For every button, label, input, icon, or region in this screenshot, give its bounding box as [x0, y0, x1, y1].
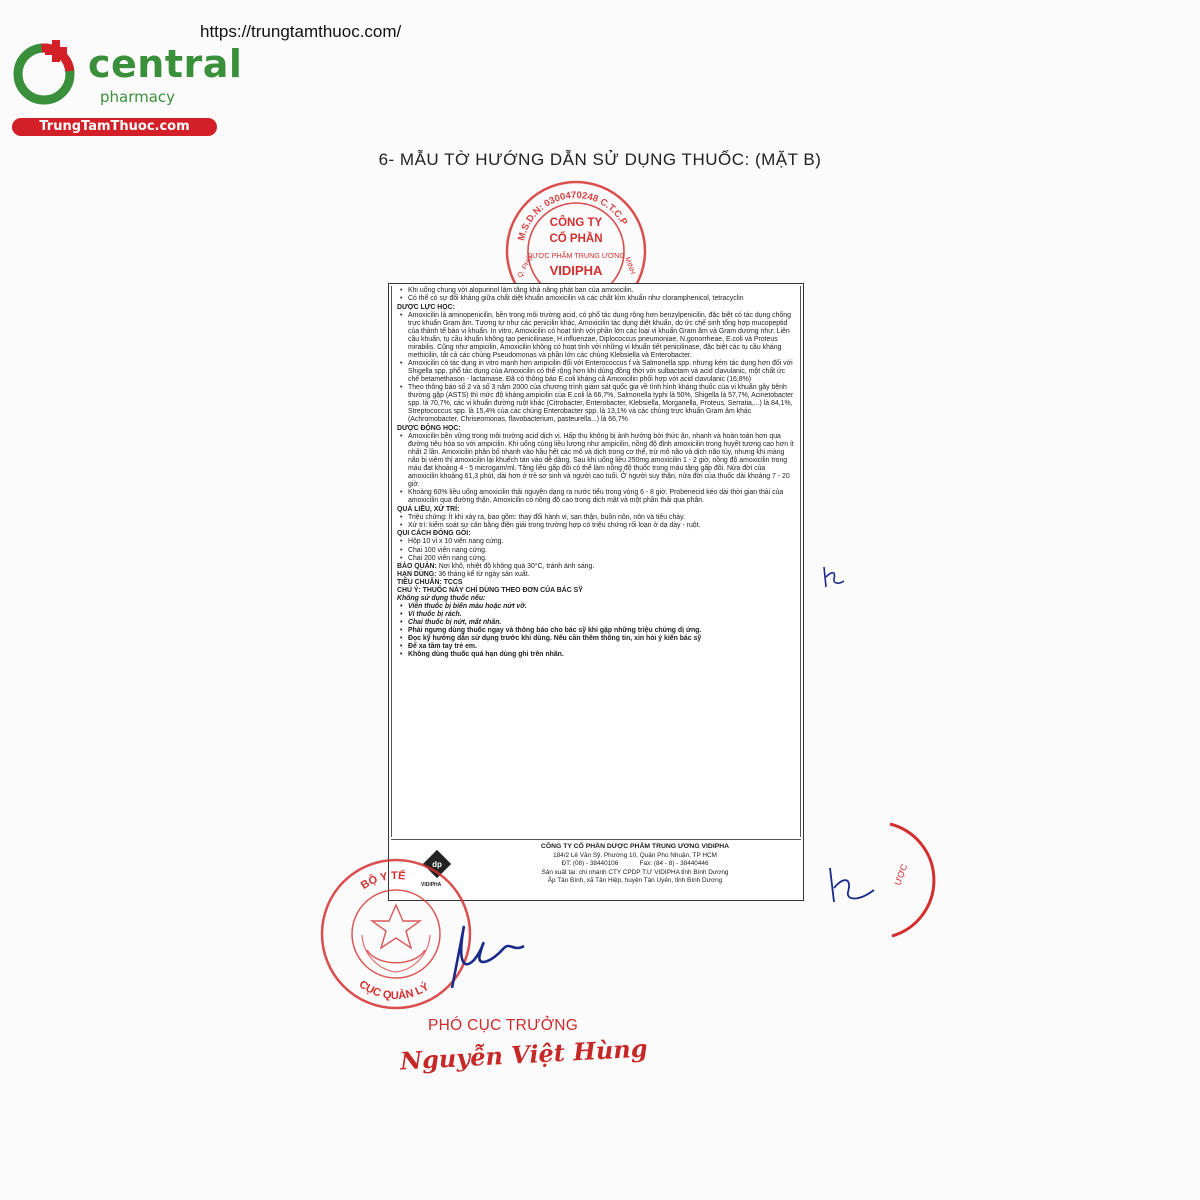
list-item: • Phải ngưng dùng thuốc ngay và thông báo cho bác sỹ khi gặp những triệu chứng dị ứng.: [397, 627, 794, 635]
list-item: • Khi uống chung với alopurinol làm tăng khả năng phát ban của amoxicilin.: [397, 287, 794, 295]
list-item: • Amoxicilin là aminopenicilin, bền trong môi trường acid, có phổ tác dụng rộng hơn benzylpenicilin, đặc biệt có tác dụng chống trực khuẩn Gram âm. Tương tự như các penicilin khác, Amoxicilin tác dụng diệt khuẩn, do ức chế sinh tổng hợp mucopeptid của thành tế bào vi khuẩn. In vitro, Amoxicilin có hoạt tính với phần lớn các loại vi khuẩn Gram âm và Gram dương như: Liên cầu khuẩn, tụ cầu khuẩn không tạo penicilinase, H.influenzae, Diplococcus pneumoniae, N.gonorrheae, E.coli và Proteus mirabilis. Cũng như ampicilin, Amoxicilin không có hoạt tính với những vi khuẩn tiết penicilinase, đặc biệt các tụ cầu kháng methicilin, tất cả các chủng Pseudomonas và phần lớn các chủng Klebsiella và Enterobacter.: [397, 312, 794, 360]
brand-name: central: [88, 42, 243, 86]
list-item: • Vỉ thuốc bị rách.: [397, 611, 794, 619]
signatory-title: PHÓ CỤC TRƯỞNG: [428, 1017, 579, 1034]
list-item: • Theo thông báo số 2 và số 3 năm 2000 của chương trình giám sát quốc gia về tình hình kháng thuốc của vi khuẩn gây bệnh thường gặp (ASTS) thì mức độ kháng ampicilin của E.coli là 66,7%, Salmonella typhi là 50%, Shigella là 57,7%, Acinetobacter spp. là 70,7%, các vi khuẩn đường ruột khác (Citrobacter, Enterobacter, Klebsiella, Morganella, Proteus, Serratia,...) là 84,1%, Streptococcus spp. là 15,4% của các chủng Enterobacter spp. là 13,1% và các chủng trực khuẩn Gram âm khác (Achromobacter, Chriseomonas, flavobacterium, pasteurella...) là 66,7%: [397, 384, 794, 424]
svg-text:VIDIPHA: VIDIPHA: [549, 263, 603, 278]
company-phone: ĐT: (08) - 38440106: [561, 860, 619, 868]
svg-text:CỤC QUẢN LÝ: CỤC QUẢN LÝ: [356, 978, 432, 1003]
svg-text:Q. PHÚ: Q. PHÚ: [516, 254, 535, 279]
expiry-text: 36 tháng kể từ ngày sản xuất.: [436, 570, 530, 578]
brand-sub: pharmacy: [100, 88, 176, 106]
list-item: • Để xa tầm tay trẻ em.: [397, 643, 794, 651]
storage-line: [397, 563, 794, 571]
list-item: • Amoxicilin bền vững trong môi trường acid dịch vị. Hấp thu không bị ảnh hưởng bởi thức ăn, nhanh và hoàn toàn hơn qua đường tiêu hóa so với ampicilin. Khi uống cùng liều lượng như ampicilin, nồng độ đỉnh amoxicilin trong huyết tương cao hơn ít nhất 2 lần. Amoxicilin phân bố nhanh vào hầu hết các mô và dịch trong cơ thể, trừ mô não và dịch não tủy, nhưng khi màng não bị viêm thì amoxicilin lại khuếch tán vào dễ dàng. Sau khi uống liều 250mg amoxicilin 1 - 2 giờ, nồng độ amoxicilin trong máu đạt khoảng 4 - 5 microgam/ml. Tăng liều gấp đôi có thể làm nồng độ thuốc trong máu tăng gấp đôi. Nửa đời của amoxicilin khoảng 61,3 phút, dài hơn ở trẻ sơ sinh và người cao tuổi. Ở người suy thận, nửa đời của thuốc dài khoảng 7 - 20 giờ.: [397, 433, 794, 489]
initial-signature-icon: [818, 563, 848, 593]
svg-text:CÔNG TY: CÔNG TY: [549, 217, 603, 229]
svg-text:dp: dp: [432, 860, 442, 869]
top-bullets: [397, 287, 794, 303]
pharmacy-logo-icon: [12, 38, 80, 106]
list-item: • Chai 100 viên nang cứng.: [397, 547, 794, 555]
svg-text:ƯỢC: ƯỢC: [892, 862, 910, 887]
company-address: 184/2 Lê Văn Sỹ, Phường 10, Quận Phú Nhuận, TP HCM: [553, 851, 717, 859]
vidipha-logo-text: VIDIPHA: [421, 882, 442, 888]
standard-line: [397, 579, 794, 587]
list-item: • Triệu chứng: Ít khi xảy ra, bao gồm: thay đổi hành vi, sạn thận, buồn nôn, nôn và tiêu chảy.: [397, 514, 794, 522]
company-name: CÔNG TY CỔ PHẦN DƯỢC PHẨM TRUNG ƯƠNG VIDIPHA: [540, 843, 730, 850]
production-address: Ấp Tân Bình, xã Tân Hiệp, huyện Tân Uyên, tỉnh Bình Dương: [547, 877, 723, 885]
svg-text:MINH: MINH: [623, 256, 636, 276]
brand-bar: TrungTamThuoc.com: [12, 118, 217, 136]
initial-signature-icon: [822, 862, 882, 912]
production-site: Sản xuất tại: chi nhánh CTY CPDP T.Ư VIDIPHA tỉnh Bình Dương: [541, 868, 729, 876]
list-item: • Hộp 10 vỉ x 10 viên nang cứng.: [397, 538, 794, 546]
watermark-url[interactable]: https://trungtamthuoc.com/: [200, 22, 402, 41]
expiry-label: HẠN DÙNG:: [397, 570, 437, 578]
partial-stamp-icon: [880, 820, 940, 940]
page-title: 6- MẪU TỜ HƯỚNG DẪN SỬ DỤNG THUỐC: (MẶT B): [378, 150, 822, 169]
section-heading-duoc-dong-hoc: DƯỢC ĐỘNG HỌC:: [397, 424, 461, 432]
do-not-use-heading: Không sử dụng thuốc nếu:: [397, 594, 486, 602]
storage-text: Nơi khô, nhiệt độ không quá 30°C, tránh ánh sáng.: [436, 562, 595, 570]
svg-text:M.S.D.N: 0300470248 C.T.C.P: M.S.D.N: 0300470248 C.T.C.P: [516, 189, 630, 242]
leaflet-panel: [388, 283, 804, 901]
list-item: • Chai 200 viên nang cứng.: [397, 555, 794, 563]
list-item: • Viên thuốc bị biến màu hoặc nứt vỡ.: [397, 603, 794, 611]
svg-text:BỘ Y TẾ: BỘ Y TẾ: [358, 869, 406, 892]
list-item: • Có thể có sự đối kháng giữa chất diệt khuẩn amoxicilin và các chất kìm khuẩn như cloramphenicol, tetracyclin: [397, 295, 794, 303]
list-item: • Xử trí: kiểm soát sự cân bằng điện giải trong trường hợp có triệu chứng rối loạn ở dạ dày - ruột.: [397, 522, 794, 530]
company-contact: [473, 860, 797, 869]
list-item: • Chai thuốc bị nứt, mất nhãn.: [397, 619, 794, 627]
list-item: • Amoxicilin có tác dụng in vitro mạnh hơn ampicilin đối với Enterococcus f và Salmonella spp. nhưng kém tác dụng hơn đối với Shigella spp. phổ tác dụng của Amoxicilin có thể rộng hơn khi dùng đồng thời với sulbactam và acid clavulanic, một chất ức chế betamethason - lactamase. Đã có thông báo E.coli kháng cả Amoxicilin phối hợp với acid clavulanic (16,8%): [397, 360, 794, 384]
central-pharmacy-logo[interactable]: [8, 36, 243, 136]
section-heading-duoc-luc-hoc: DƯỢC LỰC HỌC:: [397, 303, 455, 311]
list-item: • Đọc kỹ hướng dẫn sử dụng trước khi dùng. Nếu cần thêm thông tin, xin hỏi ý kiến bác sỹ: [397, 635, 794, 643]
leaflet-body: [391, 286, 801, 837]
signatory-name: Nguyễn Việt Hùng: [399, 1033, 649, 1076]
standard-label: TIÊU CHUẨN:: [397, 578, 442, 586]
list-item: • Không dùng thuốc quá hạn dùng ghi trên nhãn.: [397, 651, 794, 659]
standard-text: TCCS: [441, 578, 463, 586]
svg-text:CỔ PHẦN: CỔ PHẦN: [549, 233, 603, 245]
svg-text:DƯỢC PHẨM TRUNG ƯƠNG: DƯỢC PHẨM TRUNG ƯƠNG: [527, 251, 625, 260]
director-signature-icon: [434, 918, 554, 998]
section-heading-qui-cach: QUI CÁCH ĐÓNG GÓI:: [397, 530, 471, 538]
expiry-line: [397, 571, 794, 579]
company-fax: Fax: (84 - 8) - 38440446: [639, 860, 709, 868]
section-heading-qua-lieu: QUÁ LIỀU, XỬ TRÍ:: [397, 505, 460, 513]
company-info: [473, 843, 797, 886]
storage-label: BẢO QUẢN:: [397, 562, 437, 570]
list-item: • Khoảng 60% liều uống amoxicilin thải nguyên dạng ra nước tiểu trong vòng 6 - 8 giờ. Probenecid kéo dài thời gian thải của amoxicilin qua đường thận. Amoxicilin có nồng độ cao trong dịch mật và một phần thải qua phân.: [397, 489, 794, 505]
prescription-notice: CHÚ Ý: THUỐC NÀY CHỈ DÙNG THEO ĐƠN CỦA BÁC SỸ: [397, 586, 583, 594]
